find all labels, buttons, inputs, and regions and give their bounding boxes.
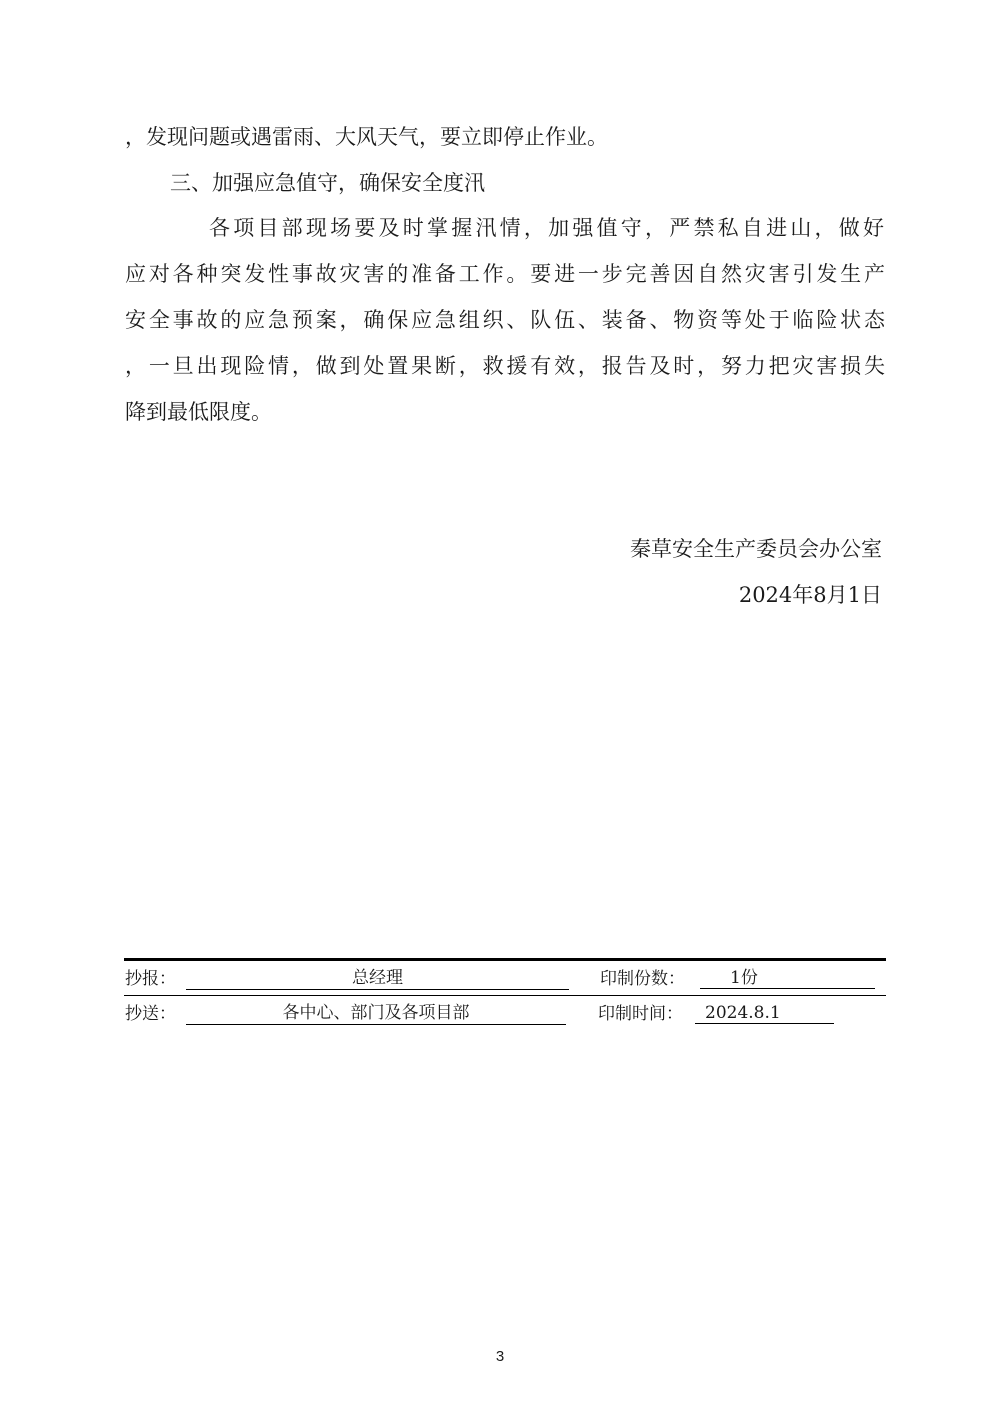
body-line-1: ，发现问题或遇雷雨、大风天气，要立即停止作业。 bbox=[125, 125, 608, 149]
footer-middle-rule bbox=[124, 995, 886, 996]
report-label: 抄报： bbox=[125, 969, 176, 989]
page-number: 3 bbox=[495, 1348, 505, 1365]
print-time-value: 2024.8.1 bbox=[695, 1002, 834, 1024]
report-value: 总经理 bbox=[186, 967, 569, 990]
send-label: 抄送： bbox=[125, 1004, 176, 1024]
paragraph-line-5: 降到最低限度。 bbox=[125, 400, 272, 424]
print-time-label: 印制时间： bbox=[598, 1004, 683, 1024]
paragraph-line-3: 安全事故的应急预案，确保应急组织、队伍、装备、物资等处于临险状态 bbox=[125, 308, 885, 332]
footer-top-rule bbox=[124, 958, 886, 961]
copies-label: 印制份数： bbox=[600, 969, 685, 989]
send-value: 各中心、部门及各项目部 bbox=[186, 1002, 566, 1025]
paragraph-line-4: ，一旦出现险情，做到处置果断，救援有效，报告及时，努力把灾害损失 bbox=[125, 354, 885, 378]
copies-value: 1份 bbox=[700, 967, 875, 989]
signature-date: 2024年8月1日 bbox=[738, 583, 882, 607]
signature-org: 秦草安全生产委员会办公室 bbox=[630, 537, 882, 561]
paragraph-line-1: 各项目部现场要及时掌握汛情，加强值守，严禁私自进山，做好 bbox=[209, 216, 884, 240]
paragraph-line-2: 应对各种突发性事故灾害的准备工作。要进一步完善因自然灾害引发生产 bbox=[125, 262, 885, 286]
section-heading: 三、加强应急值守，确保安全度汛 bbox=[170, 171, 485, 195]
